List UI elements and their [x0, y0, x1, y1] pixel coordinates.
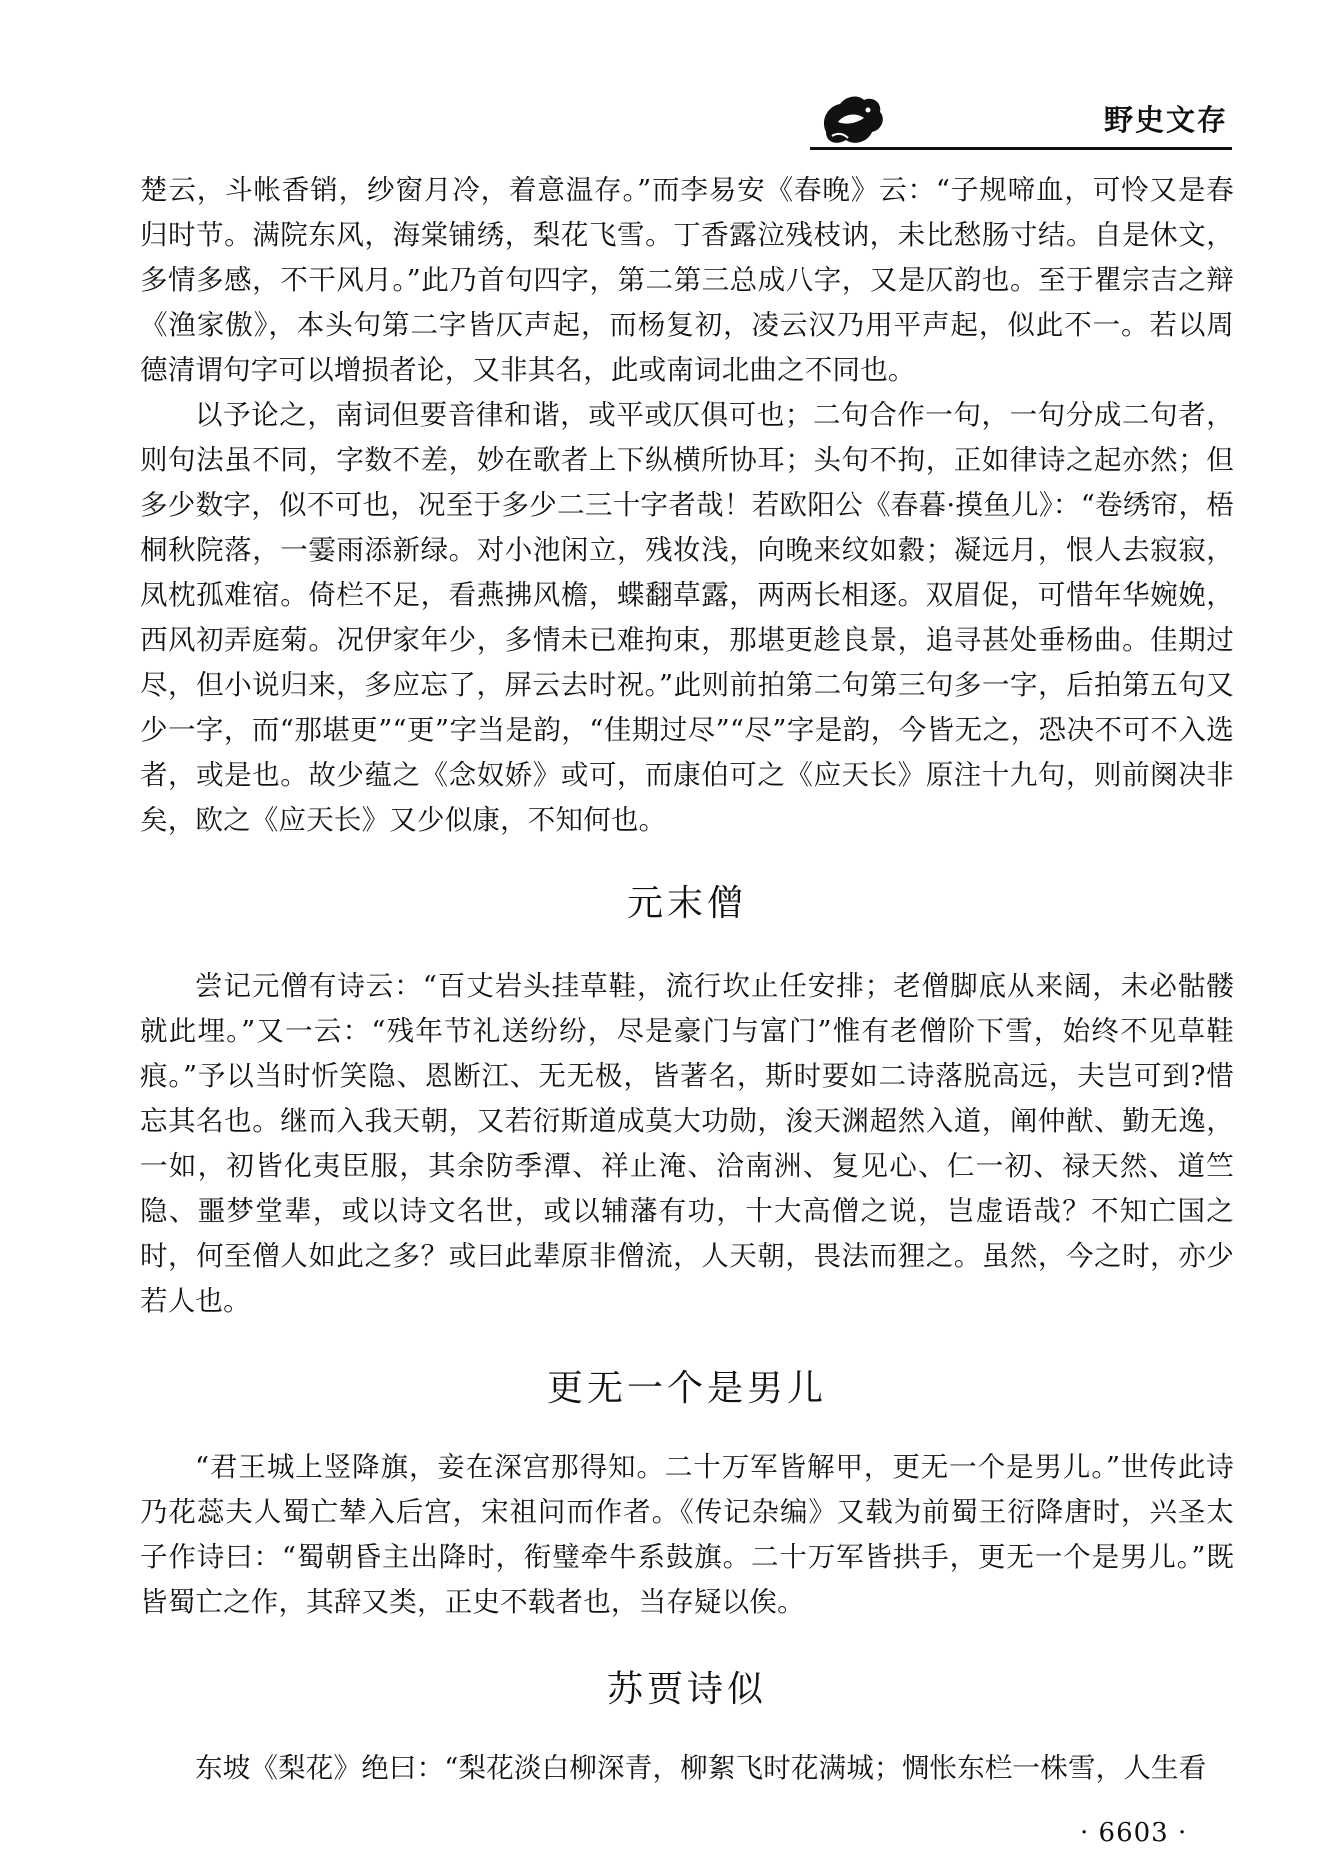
header-rule	[810, 147, 1232, 150]
section-title-2: 更无一个是男儿	[546, 1368, 827, 1409]
paragraph-1: 楚云，斗帐香销，纱窗月冷，着意温存。”而李易安《春晚》云：“子规啼血，可怜又是春归时节。满院东风，海棠铺绣，梨花飞雪。丁香露泣残枝讷，未比愁肠寸结。自是休文，多情多感，不干风月。”此乃首句四字，第二第三总成八字，又是仄韵也。至于瞿宗吉之辩《渔家傲》，本头句第二字皆仄声起，而杨复初，凌云汉乃用平声起，似此不一。若以周德清谓句字可以增损者论，又非其名，此或南词北曲之不同也。	[140, 174, 1234, 386]
section-title-1: 元末僧	[626, 883, 747, 924]
paragraph-4: “君王城上竖降旗，妾在深宫那得知。二十万军皆解甲，更无一个是男儿。”世传此诗乃花蕊夫人蜀亡辇入后宫，宋祖问而作者。《传记杂编》又载为前蜀王衍降唐时，兴圣太子作诗曰：“蜀朝昏主出降时，衔璧牵牛系鼓旗。二十万军皆拱手，更无一个是男儿。”既皆蜀亡之作，其辞又类，正史不载者也，当存疑以俟。	[140, 1451, 1234, 1618]
page-number: · 6603 ·	[1080, 1818, 1188, 1848]
paragraph-5: 东坡《梨花》绝曰：“梨花淡白柳深青，柳絮飞时花满城；惆怅东栏一株雪，人生看	[195, 1752, 1207, 1784]
paragraph-2: 以予论之，南词但要音律和谐，或平或仄俱可也；二句合作一句，一句分成二句者，则句法虽不同，字数不差，妙在歌者上下纵横所协耳；头句不拘，正如律诗之起亦然；但多少数字，似不可也，况至于多少二三十字者哉！若欧阳公《春暮·摸鱼儿》：“卷绣帘，梧桐秋院落，一霎雨添新绿。对小池闲立，残妆浅，向晚来纹如縠；凝远月，恨人去寂寂，凤枕孤难宿。倚栏不足，看燕拂风檐，蝶翻草露，两两长相逐。双眉促，可惜年华婉娩，西风初弄庭菊。况伊家年少，多情未已难拘束，那堪更趁良景，追寻甚处垂杨曲。佳期过尽，但小说归来，多应忘了，屏云去时祝。”此则前拍第二句第三句多一字，后拍第五句又少一字，而“那堪更”“更”字当是韵，“佳期过尽”“尽”字是韵，今皆无之，恐决不可不入选者，或是也。故少蕴之《念奴娇》或可，而康伯可之《应天长》原注十九句，则前阕决非矣，欧之《应天长》又少似康，不知何也。	[140, 399, 1234, 836]
page-header	[810, 88, 1232, 150]
dragon-emblem-icon	[818, 92, 888, 150]
header-title: 野史文存	[1103, 103, 1228, 137]
paragraph-3: 尝记元僧有诗云：“百丈岩头挂草鞋，流行坎止任安排；老僧脚底从来阔，未必骷髅就此埋。”又一云：“残年节礼送纷纷，尽是豪门与富门”惟有老僧阶下雪，始终不见草鞋痕。”予以当时忻笑隐、恩断江、无无极，皆著名，斯时要如二诗落脱高远，夫岂可到?惜忘其名也。继而入我天朝，又若衍斯道成莫大功勋，浚天渊超然入道，阐仲猷、勤无逸，一如，初皆化夷臣服，其余防季潭、祥止淹、洽南洲、复见心、仁一初、禄天然、道竺隐、噩梦堂辈，或以诗文名世，或以辅藩有功，十大高僧之说，岂虚语哉？不知亡国之时，何至僧人如此之多？或曰此辈原非僧流，人天朝，畏法而狸之。虽然，今之时，亦少若人也。	[140, 970, 1234, 1317]
section-title-3: 苏贾诗似	[606, 1669, 767, 1710]
page-body	[140, 168, 1234, 1791]
